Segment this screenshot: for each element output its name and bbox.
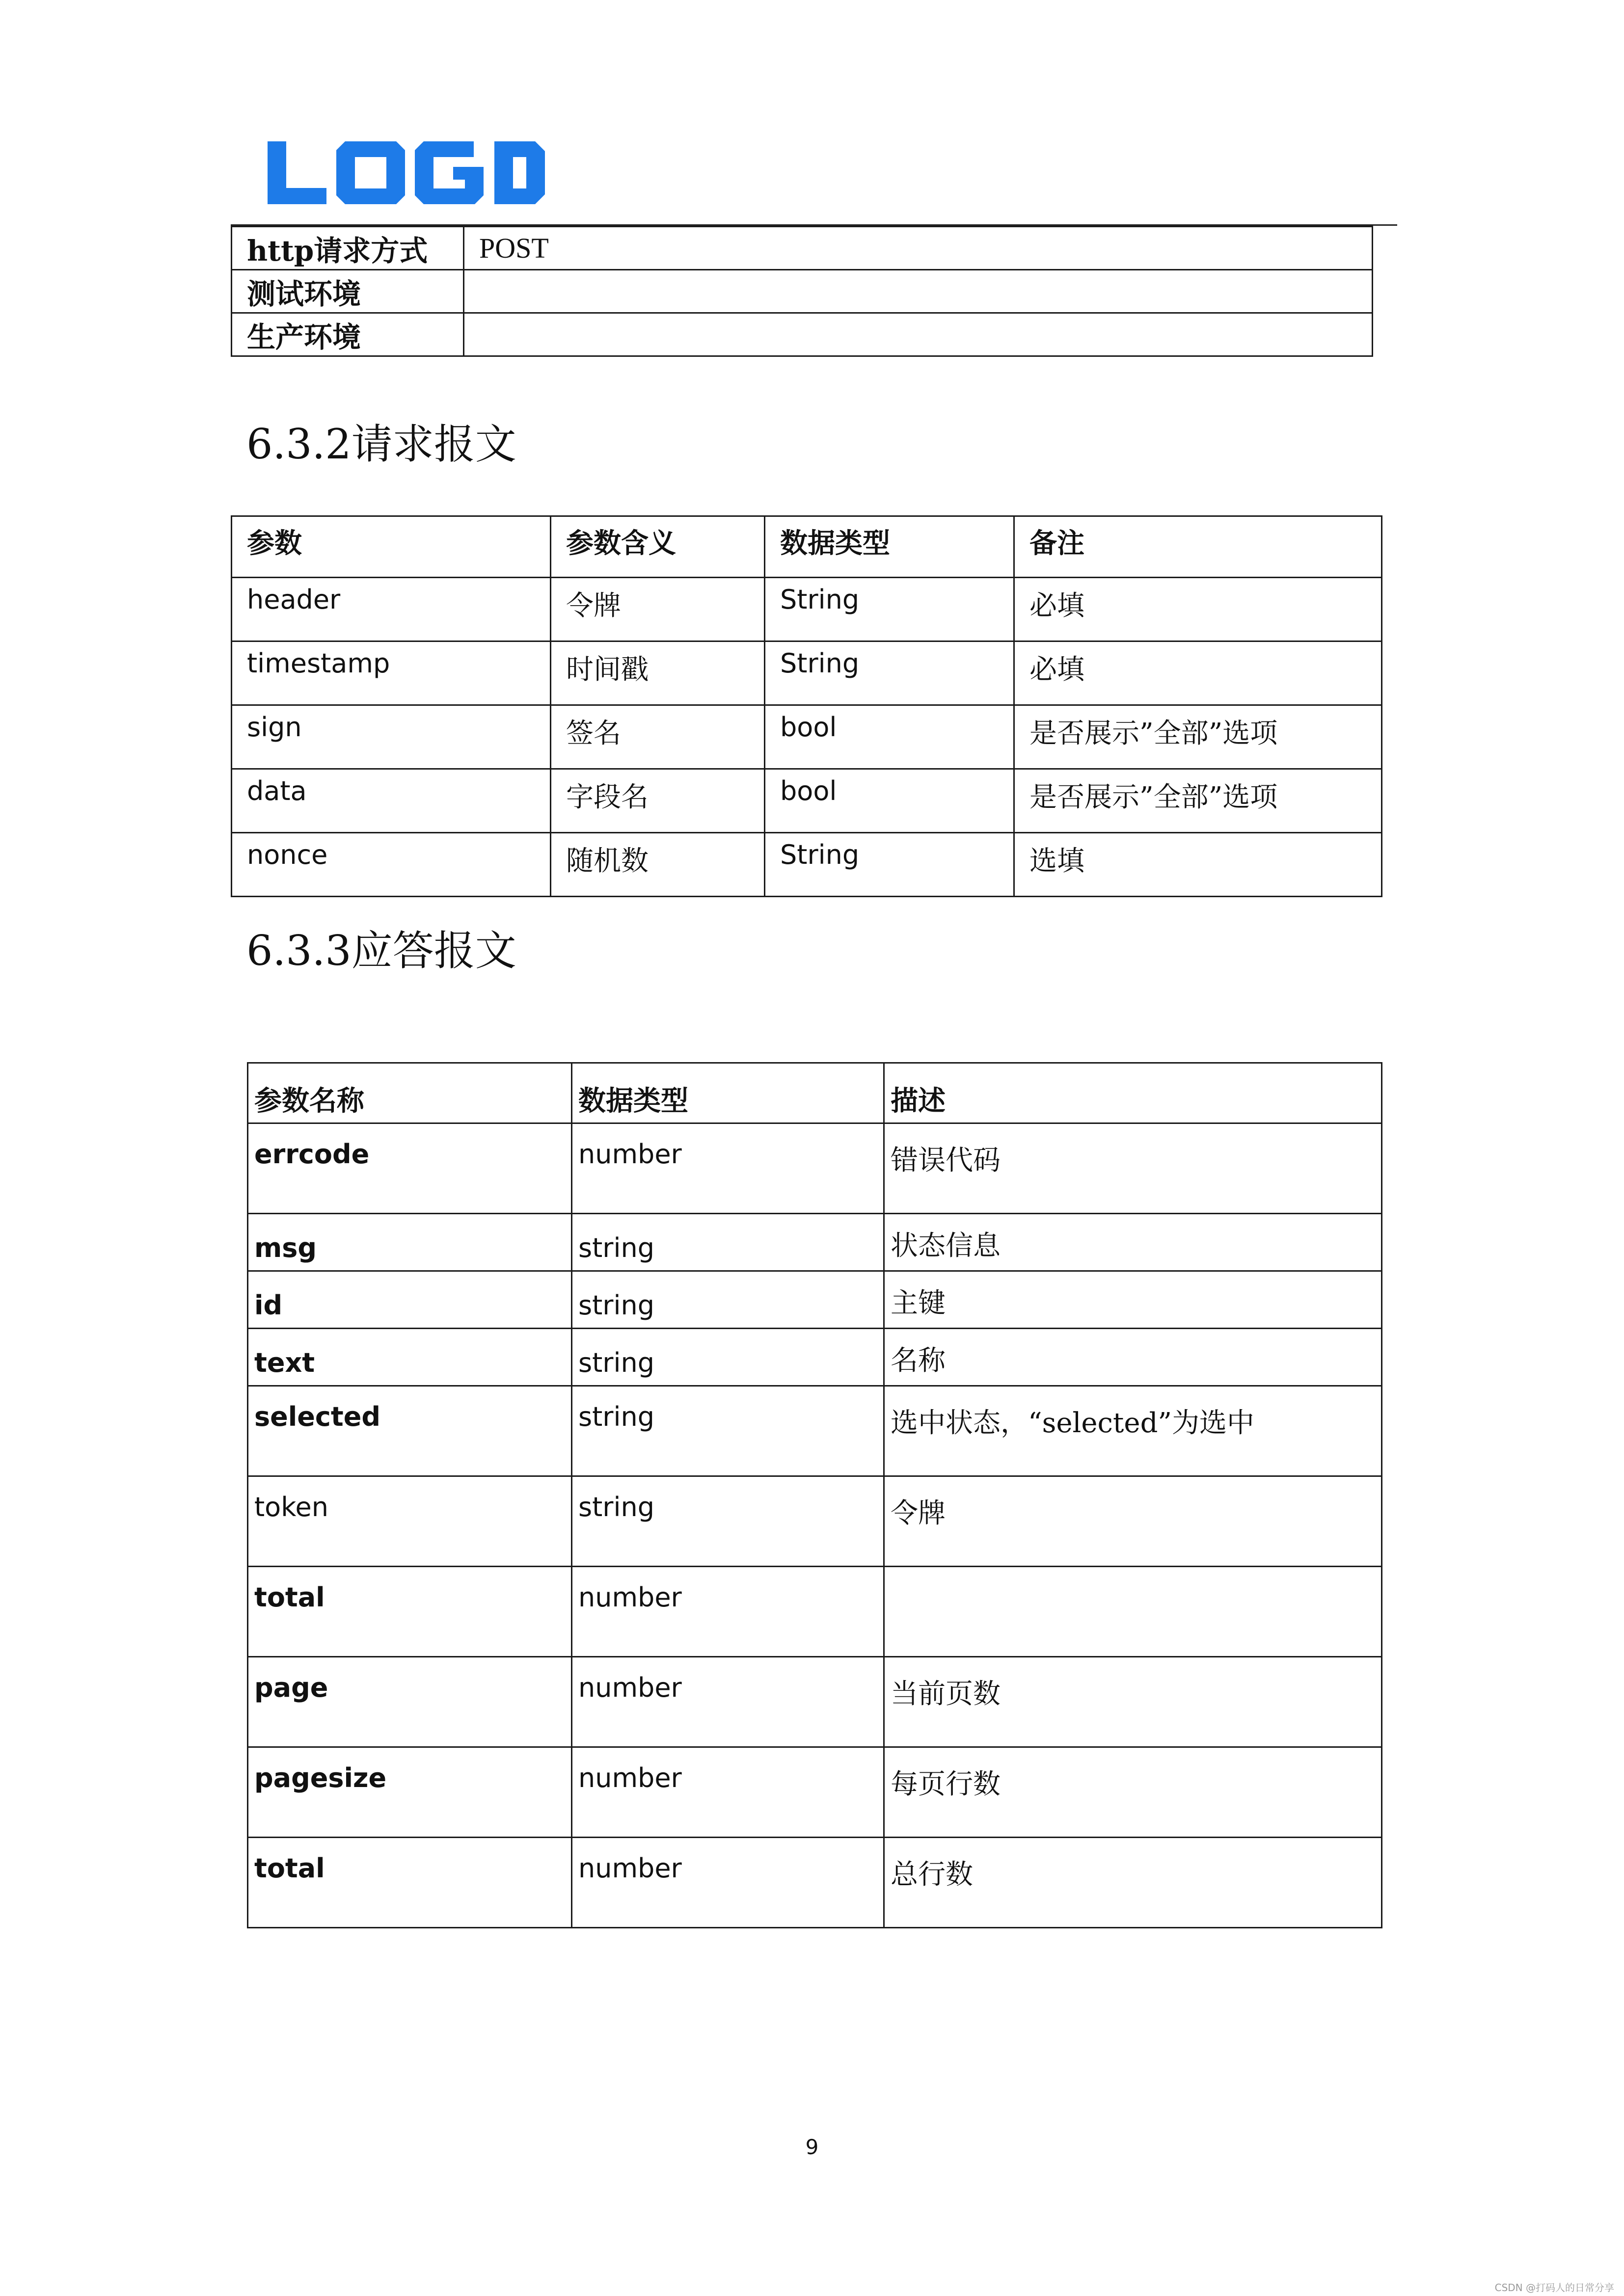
meaning-cell: 字段名 bbox=[551, 769, 765, 833]
info-row-prod-env bbox=[232, 313, 1373, 356]
table-row bbox=[248, 1271, 1382, 1329]
table-row bbox=[248, 1567, 1382, 1657]
info-value bbox=[464, 270, 1373, 313]
column-header: 描述 bbox=[884, 1063, 1382, 1123]
column-header: 参数含义 bbox=[551, 516, 765, 578]
info-key: http请求方式 bbox=[232, 227, 464, 270]
watermark: CSDN @打码人的日常分享 bbox=[1494, 2282, 1614, 2294]
note-cell: 选填 bbox=[1014, 833, 1382, 897]
type-cell: String bbox=[765, 578, 1014, 641]
description-cell: 选中状态，“selected”为选中 bbox=[884, 1386, 1382, 1476]
note-cell: 必填 bbox=[1014, 578, 1382, 641]
meaning-cell: 时间戳 bbox=[551, 641, 765, 705]
type-cell: bool bbox=[765, 769, 1014, 833]
table-row bbox=[232, 769, 1382, 833]
logo-wordmark bbox=[268, 141, 545, 204]
table-row bbox=[232, 578, 1382, 641]
type-cell: string bbox=[572, 1476, 884, 1567]
meaning-cell: 签名 bbox=[551, 705, 765, 769]
type-cell: String bbox=[765, 641, 1014, 705]
type-cell: string bbox=[572, 1214, 884, 1271]
description-cell: 当前页数 bbox=[884, 1657, 1382, 1747]
note-cell: 是否展示”全部”选项 bbox=[1014, 769, 1382, 833]
table-row bbox=[232, 705, 1382, 769]
page-number: 9 bbox=[805, 2135, 819, 2159]
column-header: 备注 bbox=[1014, 516, 1382, 578]
column-header: 参数名称 bbox=[248, 1063, 572, 1123]
type-cell: string bbox=[572, 1329, 884, 1386]
table-row bbox=[248, 1747, 1382, 1838]
param-cell: header bbox=[232, 578, 551, 641]
info-value: POST bbox=[464, 227, 1373, 270]
type-cell: number bbox=[572, 1747, 884, 1838]
description-cell: 每页行数 bbox=[884, 1747, 1382, 1838]
info-table bbox=[231, 226, 1373, 357]
info-value bbox=[464, 313, 1373, 356]
field-name-cell: selected bbox=[248, 1386, 572, 1476]
field-name-cell: total bbox=[248, 1838, 572, 1928]
type-cell: number bbox=[572, 1567, 884, 1657]
description-cell bbox=[884, 1567, 1382, 1657]
table-row bbox=[248, 1657, 1382, 1747]
column-header: 数据类型 bbox=[572, 1063, 884, 1123]
meaning-cell: 令牌 bbox=[551, 578, 765, 641]
table-row bbox=[232, 833, 1382, 897]
section-heading-response: 6.3.3应答报文 bbox=[246, 927, 516, 975]
type-cell: bool bbox=[765, 705, 1014, 769]
note-cell: 是否展示”全部”选项 bbox=[1014, 705, 1382, 769]
param-cell: data bbox=[232, 769, 551, 833]
field-name-cell: page bbox=[248, 1657, 572, 1747]
field-name-cell: text bbox=[248, 1329, 572, 1386]
request-table bbox=[231, 515, 1382, 897]
field-name-cell: total bbox=[248, 1567, 572, 1657]
table-row bbox=[248, 1386, 1382, 1476]
param-cell: nonce bbox=[232, 833, 551, 897]
type-cell: number bbox=[572, 1657, 884, 1747]
type-cell: number bbox=[572, 1838, 884, 1928]
description-cell: 状态信息 bbox=[884, 1214, 1382, 1271]
type-cell: number bbox=[572, 1123, 884, 1214]
param-cell: timestamp bbox=[232, 641, 551, 705]
info-key: 生产环境 bbox=[232, 313, 464, 356]
logo bbox=[268, 141, 545, 204]
type-cell: string bbox=[572, 1271, 884, 1329]
description-cell: 主键 bbox=[884, 1271, 1382, 1329]
table-row bbox=[248, 1123, 1382, 1214]
description-cell: 总行数 bbox=[884, 1838, 1382, 1928]
field-name-cell: pagesize bbox=[248, 1747, 572, 1838]
table-row bbox=[232, 641, 1382, 705]
field-name-cell: msg bbox=[248, 1214, 572, 1271]
description-cell: 名称 bbox=[884, 1329, 1382, 1386]
param-cell: sign bbox=[232, 705, 551, 769]
table-row bbox=[248, 1214, 1382, 1271]
info-row-test-env bbox=[232, 270, 1373, 313]
info-key: 测试环境 bbox=[232, 270, 464, 313]
info-row-method bbox=[232, 227, 1373, 270]
section-heading-request: 6.3.2请求报文 bbox=[246, 420, 516, 468]
column-header: 数据类型 bbox=[765, 516, 1014, 578]
response-table-header bbox=[248, 1063, 1382, 1123]
field-name-cell: errcode bbox=[248, 1123, 572, 1214]
table-row bbox=[248, 1476, 1382, 1567]
request-table-header bbox=[232, 516, 1382, 578]
description-cell: 令牌 bbox=[884, 1476, 1382, 1567]
note-cell: 必填 bbox=[1014, 641, 1382, 705]
field-name-cell: token bbox=[248, 1476, 572, 1567]
response-table bbox=[247, 1062, 1382, 1928]
column-header: 参数 bbox=[232, 516, 551, 578]
table-row bbox=[248, 1329, 1382, 1386]
field-name-cell: id bbox=[248, 1271, 572, 1329]
type-cell: String bbox=[765, 833, 1014, 897]
description-cell: 错误代码 bbox=[884, 1123, 1382, 1214]
table-row bbox=[248, 1838, 1382, 1928]
type-cell: string bbox=[572, 1386, 884, 1476]
meaning-cell: 随机数 bbox=[551, 833, 765, 897]
